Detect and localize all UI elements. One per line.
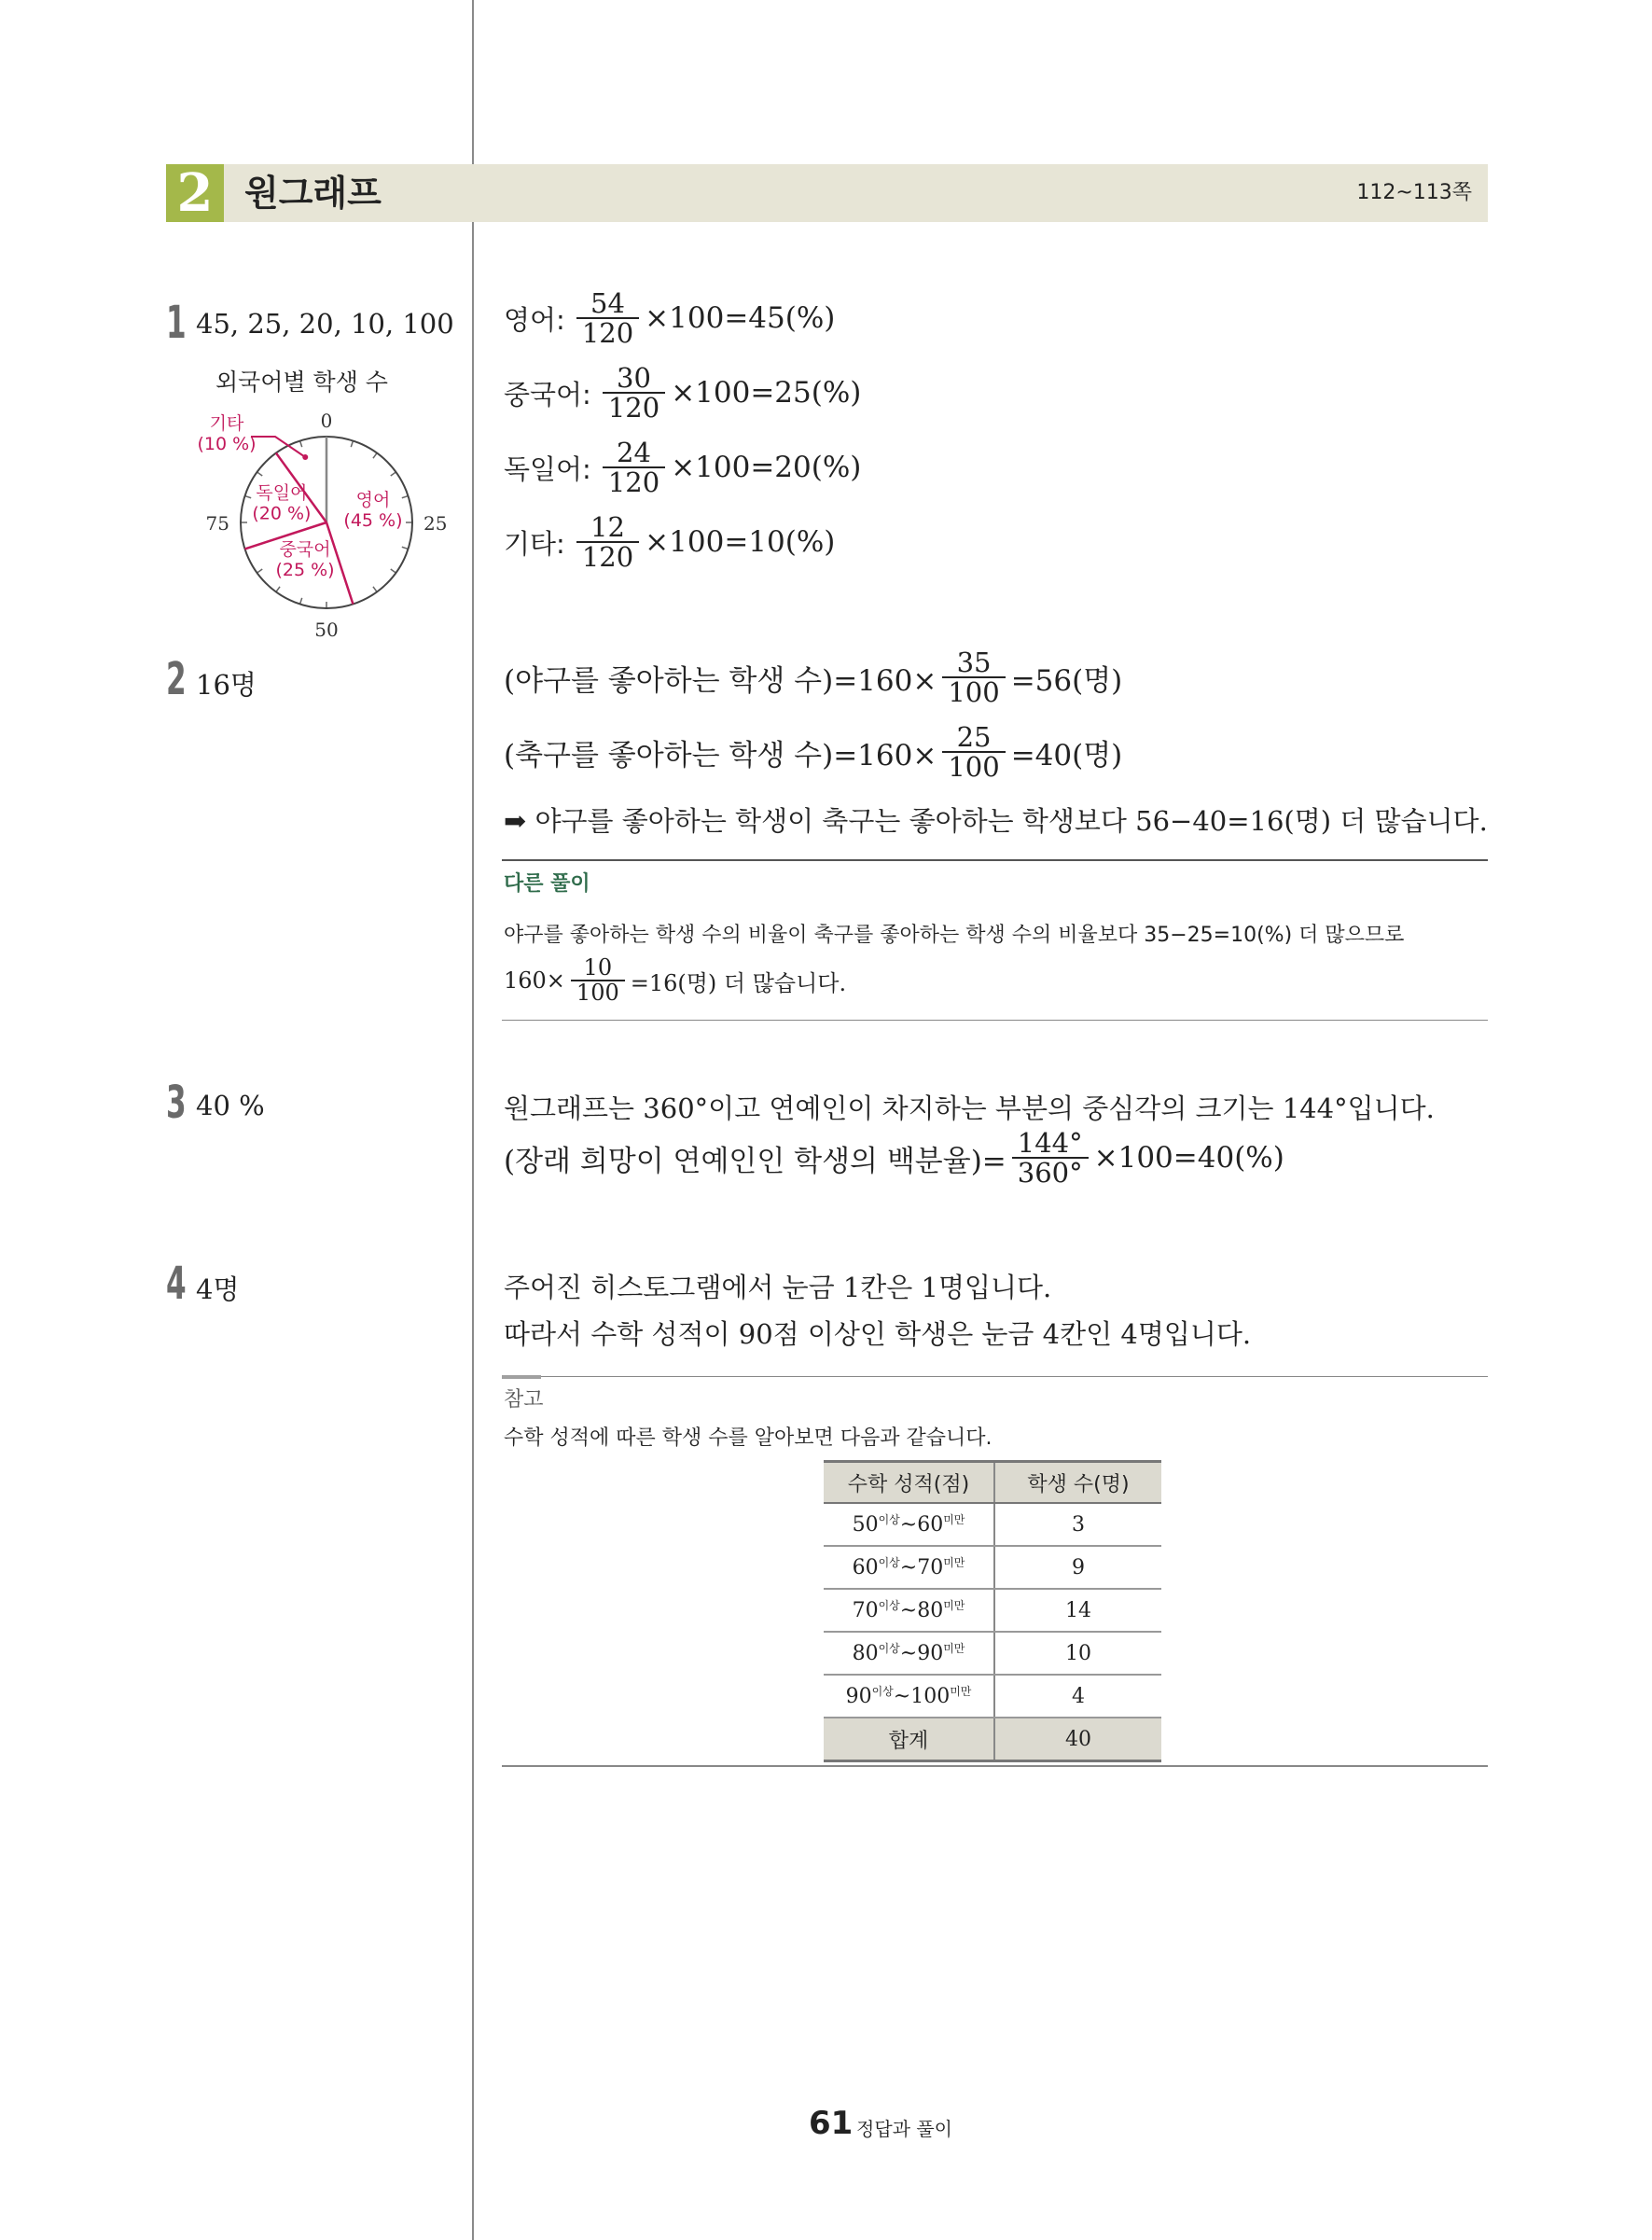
pie-chart	[182, 401, 452, 644]
baseball-calc: (야구를 좋아하는 학생 수)=160× $\frac{35}{100}$ =56(명)	[504, 647, 1123, 709]
pie-tick-label: 25	[423, 512, 448, 535]
total-label: 합계	[824, 1718, 994, 1761]
pie-tick-label: 75	[205, 512, 229, 535]
pie-tick	[300, 598, 302, 605]
histogram-statement-2: 따라서 수학 성적이 90점 이상인 학생은 눈금 4칸인 4명입니다.	[504, 1318, 1252, 1350]
table-row	[824, 1546, 1161, 1589]
solution-line-english: 영어: $\frac{54}{120}$ ×100=45(%)	[504, 287, 836, 350]
pie-tick	[373, 453, 377, 459]
table-row	[824, 1589, 1161, 1632]
problem-number: 1	[166, 297, 187, 349]
score-table	[824, 1460, 1161, 1762]
solution-line-chinese: 중국어: $\frac{30}{120}$ ×100=25(%)	[504, 362, 862, 424]
pie-tick	[402, 496, 409, 498]
pie-label-영어: 영어 (45 %)	[343, 490, 403, 532]
pie-tick	[245, 496, 252, 498]
pie-slice-labels	[197, 413, 402, 580]
score-range: $50^{이상}\sim 60^{미만}$	[824, 1503, 994, 1546]
pie-label-pointer-tip	[302, 454, 308, 460]
pie-tick	[257, 472, 263, 476]
pie-tick	[300, 441, 302, 448]
section-title: 원그래프	[244, 173, 382, 214]
histogram-statement-1: 주어진 히스토그램에서 눈금 1칸은 1명입니다.	[504, 1272, 1052, 1303]
score-range: $60^{이상}\sim 70^{미만}$	[824, 1546, 994, 1589]
soccer-calc: (축구를 좋아하는 학생 수)=160× $\frac{25}{100}$ =40(명)	[504, 721, 1123, 784]
pie-tick-label: 50	[314, 619, 339, 641]
problem-number: 3	[166, 1077, 187, 1129]
percent-calc: (장래 희망이 연예인인 학생의 백분율)= $\frac{144^\circ}{360^\circ}$ ×100=40(%)	[504, 1127, 1284, 1190]
problem-answer: 40 %	[196, 1090, 265, 1121]
angle-statement: 원그래프는 360°이고 연예인이 차지하는 부분의 중심각의 크기는 144°입니다.	[504, 1092, 1435, 1124]
alt-solution-calc: 160× $\frac{10}{100}$ =16(명) 더 많습니다.	[504, 954, 847, 1007]
problem-answer: 45, 25, 20, 10, 100	[196, 308, 454, 340]
pie-label-중국어: 중국어 (25 %)	[275, 539, 335, 581]
note-title: 참고	[504, 1388, 544, 1412]
pie-label-기타: 기타 (10 %)	[197, 413, 257, 454]
student-count: 14	[994, 1589, 1161, 1632]
pie-tick	[391, 472, 396, 476]
problem-number: 2	[166, 653, 187, 705]
table-header: 학생 수(명)	[994, 1462, 1161, 1504]
note-text: 수학 성적에 따른 학생 수를 알아보면 다음과 같습니다.	[504, 1426, 993, 1450]
score-range: $80^{이상}\sim 90^{미만}$	[824, 1632, 994, 1675]
box-top-rule	[502, 859, 1488, 861]
pie-tick	[257, 569, 263, 573]
box-bottom-rule	[502, 1020, 1488, 1021]
student-count: 4	[994, 1675, 1161, 1718]
pie-tick	[276, 587, 280, 592]
solution-line-german: 독일어: $\frac{24}{120}$ ×100=20(%)	[504, 437, 862, 499]
problem-answer: 16명	[196, 669, 257, 701]
section-number: 2	[166, 164, 224, 222]
pie-tick	[402, 547, 409, 549]
pie-tick-label: 0	[320, 410, 333, 432]
pie-tick	[373, 587, 377, 592]
solution-line-other: 기타: $\frac{12}{120}$ ×100=10(%)	[504, 511, 836, 574]
pie-label-독일어: 독일어 (20 %)	[252, 482, 312, 524]
score-range: $90^{이상}\sim 100^{미만}$	[824, 1675, 994, 1718]
table-total-row	[824, 1718, 1161, 1761]
alt-solution-title: 다른 풀이	[504, 872, 590, 896]
page-reference: 112~113쪽	[1356, 181, 1472, 204]
student-count: 9	[994, 1546, 1161, 1589]
student-count: 10	[994, 1632, 1161, 1675]
pie-tick	[351, 441, 353, 448]
table-row	[824, 1675, 1161, 1718]
table-row	[824, 1503, 1161, 1546]
alt-solution-line: 야구를 좋아하는 학생 수의 비율이 축구를 좋아하는 학생 수의 비율보다 35−25=10(%) 더 많으므로	[504, 924, 1405, 947]
table-row	[824, 1632, 1161, 1675]
score-range: $70^{이상}\sim 80^{미만}$	[824, 1589, 994, 1632]
footer-text: 정답과 풀이	[856, 2118, 952, 2140]
student-count: 3	[994, 1503, 1161, 1546]
note-bottom-rule	[502, 1765, 1488, 1767]
conclusion: ➡ 야구를 좋아하는 학생이 축구는 좋아하는 학생보다 56−40=16(명) 더 많습니다.	[504, 805, 1488, 837]
page-number: 61	[809, 2105, 854, 2142]
note-accent	[502, 1375, 541, 1379]
table-header: 수학 성적(점)	[824, 1462, 994, 1504]
problem-number: 4	[166, 1258, 187, 1310]
chart-title: 외국어별 학생 수	[215, 369, 388, 396]
pie-tick	[391, 569, 396, 573]
problem-answer: 4명	[196, 1273, 240, 1305]
column-divider	[472, 0, 474, 2240]
total-value: 40	[994, 1718, 1161, 1761]
note-top-rule	[541, 1376, 1488, 1377]
